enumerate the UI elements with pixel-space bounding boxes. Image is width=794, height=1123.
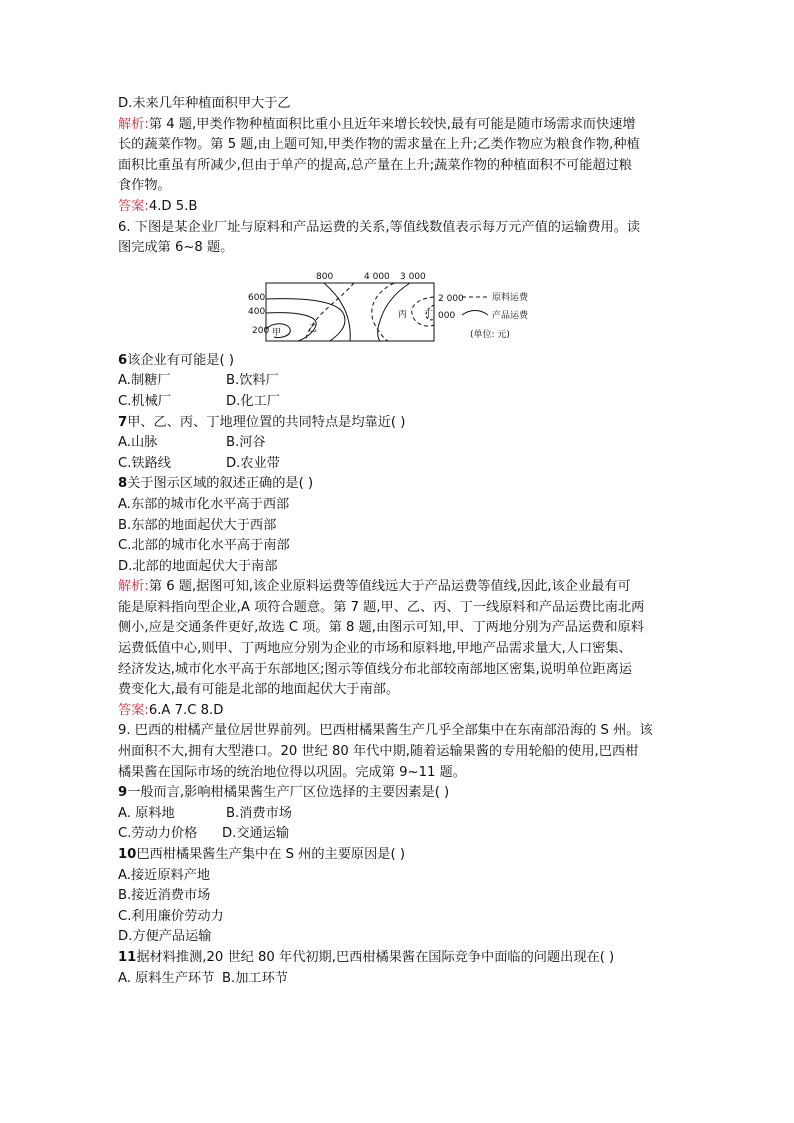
answer-label: 答案: bbox=[118, 198, 149, 214]
line-text: 长的蔬菜作物。第 5 题,由上题可知,甲类作物的需求量在上升;乙类作物应为粮食作物,种植 bbox=[118, 137, 640, 153]
option-choice: B.河谷 bbox=[226, 435, 266, 451]
option-choice: A. 原料生产环节 bbox=[118, 970, 215, 986]
question-text: 巴西柑橘果酱生产集中在 S 州的主要原因是( ) bbox=[136, 847, 405, 862]
option-choice: B.饮料厂 bbox=[226, 373, 279, 389]
label-800: 800 bbox=[316, 271, 334, 282]
line-text: 第 4 题,甲类作物种植面积比重小且近年来增长较快,最有可能是随市场需求而快速增 bbox=[148, 116, 636, 132]
line-text: C.利用廉价劳动力 bbox=[118, 908, 224, 924]
line-d-option bbox=[118, 94, 678, 115]
legend-unit: (单位: 元) bbox=[470, 329, 510, 340]
option-choice: B.消费市场 bbox=[226, 805, 292, 821]
explanation-label: 解析: bbox=[118, 116, 149, 132]
line-q9-opt1 bbox=[118, 804, 678, 825]
line-q9-intro-l2 bbox=[118, 742, 678, 763]
line-text: 6. 下图是某企业厂址与原料和产品运费的关系,等值线数值表示每万元产值的运输费用。读 bbox=[118, 219, 641, 235]
line-text: 费变化大,最有可能是北部的地面起伏大于南部。 bbox=[118, 682, 400, 698]
line-text: C.北部的城市化水平高于南部 bbox=[118, 538, 290, 554]
line-q6-intro-l2 bbox=[118, 238, 678, 259]
legend-product-label: 产品运费 bbox=[492, 310, 529, 321]
question-number: 11 bbox=[118, 949, 137, 965]
line-q6-opt1 bbox=[118, 371, 678, 392]
line-q7-opt1 bbox=[118, 433, 678, 454]
line-text: 食作物。 bbox=[118, 178, 171, 194]
label-000: 000 bbox=[438, 310, 456, 321]
line-q7 bbox=[118, 413, 678, 434]
line-q8-a bbox=[118, 495, 678, 516]
question-number: 8 bbox=[118, 476, 128, 492]
option-choice: C.铁路线 bbox=[118, 455, 171, 471]
place-yi: 乙 bbox=[308, 323, 318, 334]
line-q10-a bbox=[118, 866, 678, 887]
line-text: 图完成第 6~8 题。 bbox=[118, 240, 234, 256]
question-text: 该企业有可能是( ) bbox=[127, 352, 234, 368]
line-q6-intro-l1 bbox=[118, 218, 678, 239]
question-number: 6 bbox=[118, 352, 128, 368]
option-choice: C.劳动力价格 bbox=[118, 826, 198, 842]
label-600: 600 bbox=[248, 292, 266, 303]
line-text: D.未来几年种植面积甲大于乙 bbox=[118, 96, 291, 111]
label-3000: 3 000 bbox=[400, 271, 426, 282]
line-text: 能是原料指向型企业,A 项符合题意。第 7 题,甲、乙、丙、丁一线原料和产品运费比南北两 bbox=[118, 599, 645, 615]
place-jia: 甲 bbox=[272, 327, 282, 338]
line-q10 bbox=[118, 845, 678, 866]
line-exp1-l3 bbox=[118, 156, 678, 177]
label-200: 200 bbox=[252, 325, 270, 336]
line-exp2-l4 bbox=[118, 639, 678, 660]
line-q10-b bbox=[118, 886, 678, 907]
document-page bbox=[118, 94, 678, 989]
explanation-label: 解析: bbox=[118, 579, 149, 595]
line-ans2 bbox=[118, 701, 678, 722]
line-q9-intro-l3 bbox=[118, 763, 678, 784]
question-text: 甲、乙、丙、丁地理位置的共同特点是均靠近( ) bbox=[127, 414, 406, 430]
label-400: 400 bbox=[248, 306, 266, 317]
line-text: 4.D 5.B bbox=[148, 198, 198, 214]
place-ding: 丁 bbox=[424, 309, 434, 320]
line-text: 经济发达,城市化水平高于东部地区;图示等值线分布北部较南部地区密集,说明单位距离运 bbox=[118, 661, 632, 677]
legend-product-swatch bbox=[462, 310, 488, 315]
legend-raw-label: 原料运费 bbox=[492, 292, 529, 303]
question-number: 7 bbox=[118, 414, 128, 430]
line-q9-intro-l1 bbox=[118, 721, 678, 742]
line-text: A.东部的城市化水平高于西部 bbox=[118, 496, 290, 512]
option-choice: B.加工环节 bbox=[222, 970, 288, 986]
line-text: 运费低值中心,则甲、丁两地应分别为企业的市场和原料地,甲地产品需求量大,人口密集、 bbox=[118, 641, 632, 657]
label-4000: 4 000 bbox=[364, 271, 390, 282]
option-choice: A.制糖厂 bbox=[118, 373, 171, 389]
line-q8 bbox=[118, 474, 678, 495]
line-exp2-l5 bbox=[118, 660, 678, 681]
answer-label: 答案: bbox=[118, 702, 149, 718]
line-q10-d bbox=[118, 927, 678, 948]
line-text: B.接近消费市场 bbox=[118, 888, 211, 904]
line-q8-c bbox=[118, 536, 678, 557]
line-text: 州面积不大,拥有大型港口。20 世纪 80 年代中期,随着运输果酱的专用轮船的使用,巴西柑 bbox=[118, 744, 639, 760]
line-q6 bbox=[118, 351, 678, 372]
line-ans1 bbox=[118, 197, 678, 218]
question-text: 一般而言,影响柑橘果酱生产厂区位选择的主要因素是( ) bbox=[127, 785, 450, 801]
line-text: A.接近原料产地 bbox=[118, 867, 211, 883]
isoline-figure bbox=[118, 269, 678, 343]
line-exp2-l6 bbox=[118, 680, 678, 701]
option-choice: C.机械厂 bbox=[118, 393, 171, 409]
question-text: 关于图示区域的叙述正确的是( ) bbox=[127, 476, 314, 492]
line-text: D.北部的地面起伏大于南部 bbox=[118, 558, 278, 574]
line-q6-opt2 bbox=[118, 392, 678, 413]
line-exp1-l1 bbox=[118, 115, 678, 136]
option-choice: A. 原料地 bbox=[118, 805, 175, 821]
line-text: B.东部的地面起伏大于西部 bbox=[118, 517, 277, 533]
question-number: 9 bbox=[118, 785, 128, 801]
place-bing: 丙 bbox=[398, 309, 408, 320]
line-q11-opt1 bbox=[118, 969, 678, 990]
product-isoline-800 bbox=[324, 283, 350, 341]
line-q9 bbox=[118, 783, 678, 804]
line-exp2-l3 bbox=[118, 618, 678, 639]
line-text: 9. 巴西的柑橘产量位居世界前列。巴西柑橘果酱生产几乎全部集中在东南部沿海的 S 州。该 bbox=[118, 723, 653, 739]
question-number: 10 bbox=[118, 847, 137, 862]
line-text: 面积比重虽有所减少,但由于单产的提高,总产量在上升;蔬菜作物的种植面积不可能超过粮 bbox=[118, 157, 632, 173]
question-text: 据材料推测,20 世纪 80 年代初期,巴西柑橘果酱在国际竞争中面临的问题出现在( ) bbox=[136, 949, 615, 965]
line-exp1-l4 bbox=[118, 176, 678, 197]
line-exp2-l2 bbox=[118, 598, 678, 619]
line-q7-opt2 bbox=[118, 454, 678, 475]
line-q8-d bbox=[118, 557, 678, 578]
line-exp1-l2 bbox=[118, 135, 678, 156]
option-choice: D.化工厂 bbox=[226, 393, 280, 409]
bottom-text-block bbox=[118, 351, 678, 989]
transport-cost-isoline-map bbox=[244, 269, 544, 343]
line-exp2-l1 bbox=[118, 577, 678, 598]
line-text: D.方便产品运输 bbox=[118, 929, 212, 945]
line-q11 bbox=[118, 948, 678, 969]
option-choice: A.山脉 bbox=[118, 435, 158, 451]
line-text: 橘果酱在国际市场的统治地位得以巩固。完成第 9~11 题。 bbox=[118, 764, 466, 780]
line-text: 第 6 题,据图可知,该企业原料运费等值线远大于产品运费等值线,因此,该企业最有可 bbox=[148, 579, 631, 595]
top-text-block bbox=[118, 94, 678, 259]
line-text: 6.A 7.C 8.D bbox=[148, 702, 224, 718]
line-q9-opt2 bbox=[118, 824, 678, 845]
line-text: 侧小,应是交通条件更好,故选 C 项。第 8 题,由图示可知,甲、丁两地分别为产品运费和原料 bbox=[118, 620, 644, 636]
line-q10-c bbox=[118, 907, 678, 928]
line-q8-b bbox=[118, 516, 678, 537]
label-2000: 2 000 bbox=[438, 293, 464, 304]
option-choice: D.农业带 bbox=[226, 455, 280, 471]
option-choice: D.交通运输 bbox=[222, 826, 290, 842]
